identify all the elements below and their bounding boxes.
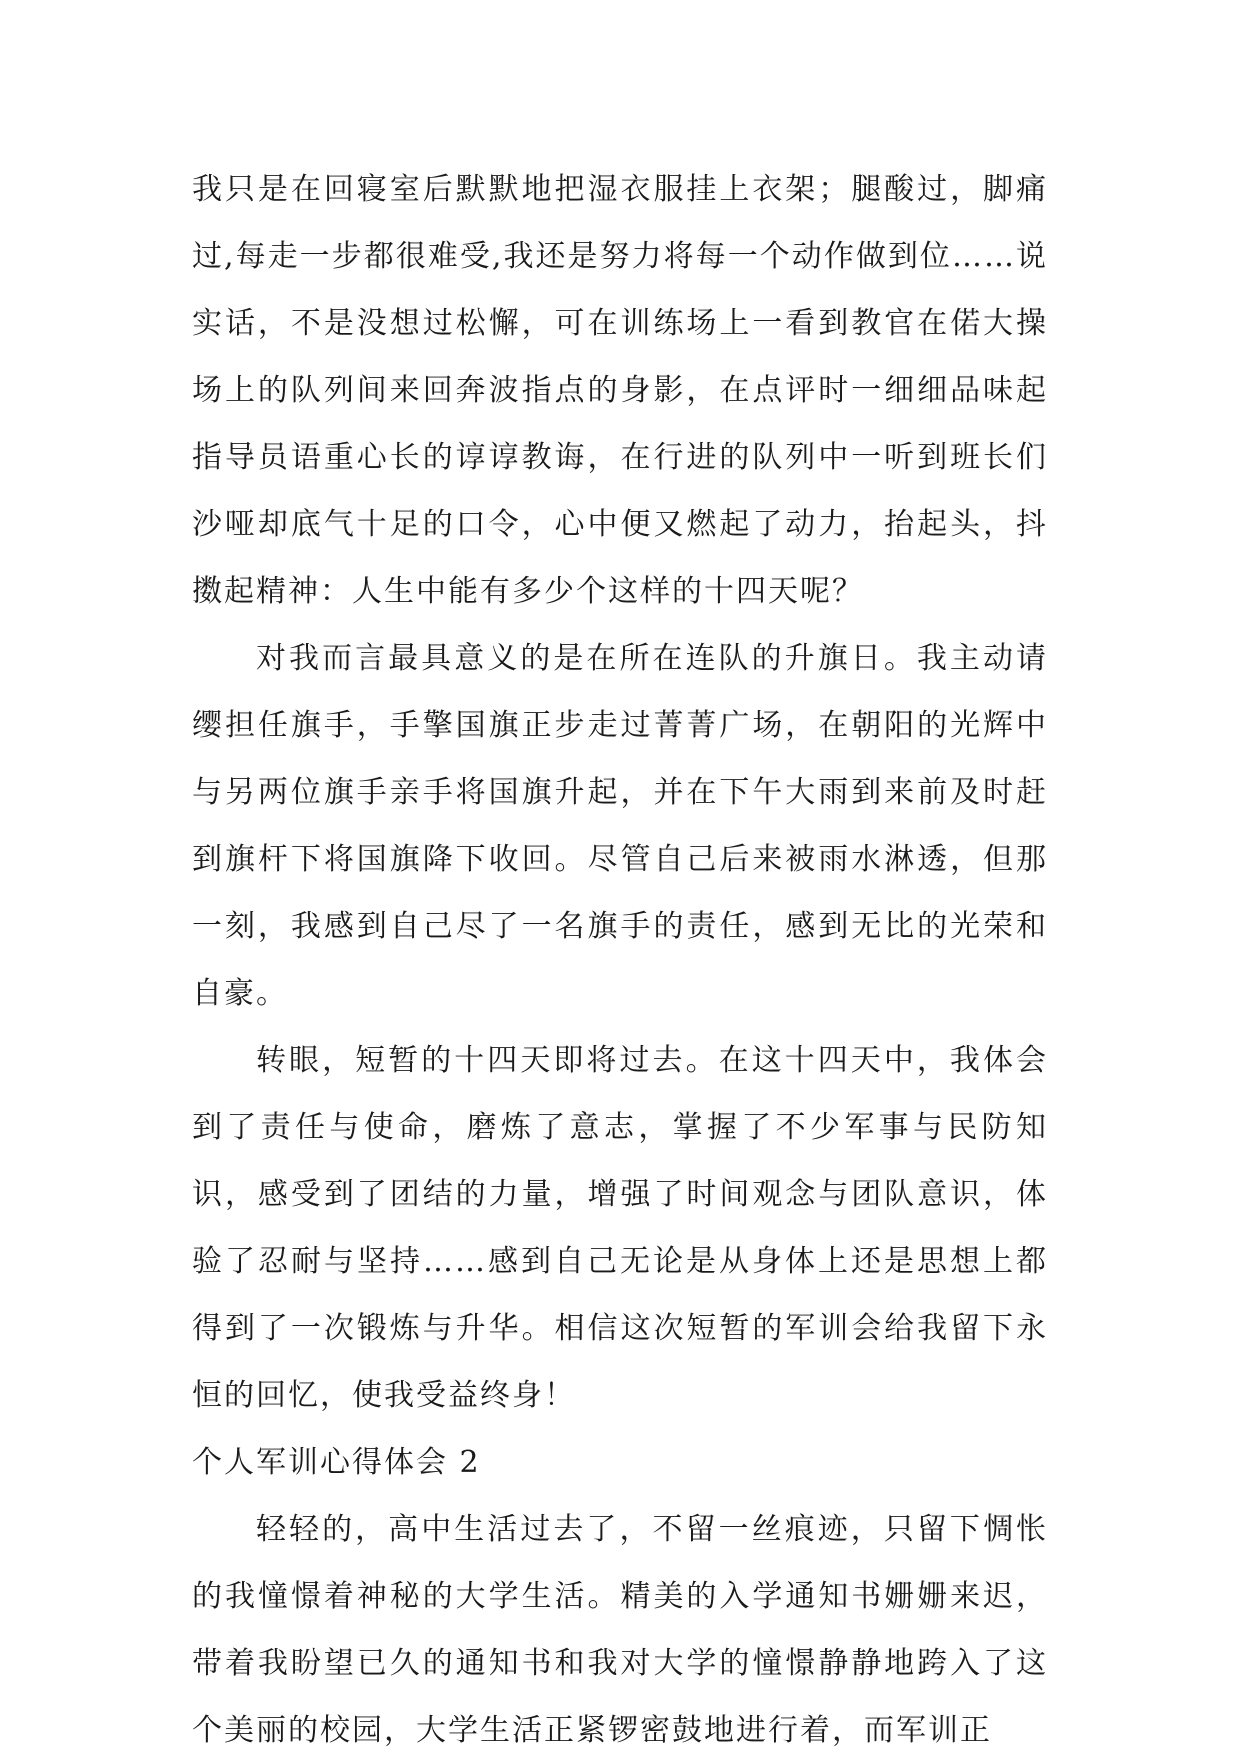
paragraph-2: 对我而言最具意义的是在所在连队的升旗日。我主动请缨担任旗手，手擎国旗正步走过菁菁广场，在朝阳的光辉中与另两位旗手亲手将国旗升起，并在下午大雨到来前及时赶到旗杆下将国旗降下收回。尽管自己后来被雨水淋透，但那一刻，我感到自己尽了一名旗手的责任，感到无比的光荣和自豪。 — [192, 641, 1048, 1011]
paragraph-4: 轻轻的，高中生活过去了，不留一丝痕迹，只留下惆怅的我憧憬着神秘的大学生活。精美的入学通知书姗姗来迟，带着我盼望已久的通知书和我对大学的憧憬静静地跨入了这个美丽的校园，大学生活正紧锣密鼓地进行着，而军训正 — [192, 1512, 1048, 1748]
section-heading: 个人军训心得体会 2 — [192, 1445, 481, 1480]
paragraph-3: 转眼，短暂的十四天即将过去。在这十四天中，我体会到了责任与使命，磨炼了意志，掌握了不少军事与民防知识，感受到了团结的力量，增强了时间观念与团队意识，体验了忍耐与坚持……感到自己无论是从身体上还是思想上都得到了一次锻炼与升华。相信这次短暂的军训会给我留下永恒的回忆，使我受益终身！ — [192, 1043, 1048, 1413]
paragraph-1: 我只是在回寝室后默默地把湿衣服挂上衣架；腿酸过，脚痛过,每走一步都很难受,我还是努力将每一个动作做到位……说实话，不是没想过松懈，可在训练场上一看到教官在偌大操场上的队列间来回奔波指点的身影，在点评时一细细品味起指导员语重心长的谆谆教诲，在行进的队列中一听到班长们沙哑却底气十足的口令，心中便又燃起了动力，抬起头，抖擞起精神：人生中能有多少个这样的十四天呢？ — [192, 172, 1048, 609]
document-body — [192, 156, 1048, 1764]
